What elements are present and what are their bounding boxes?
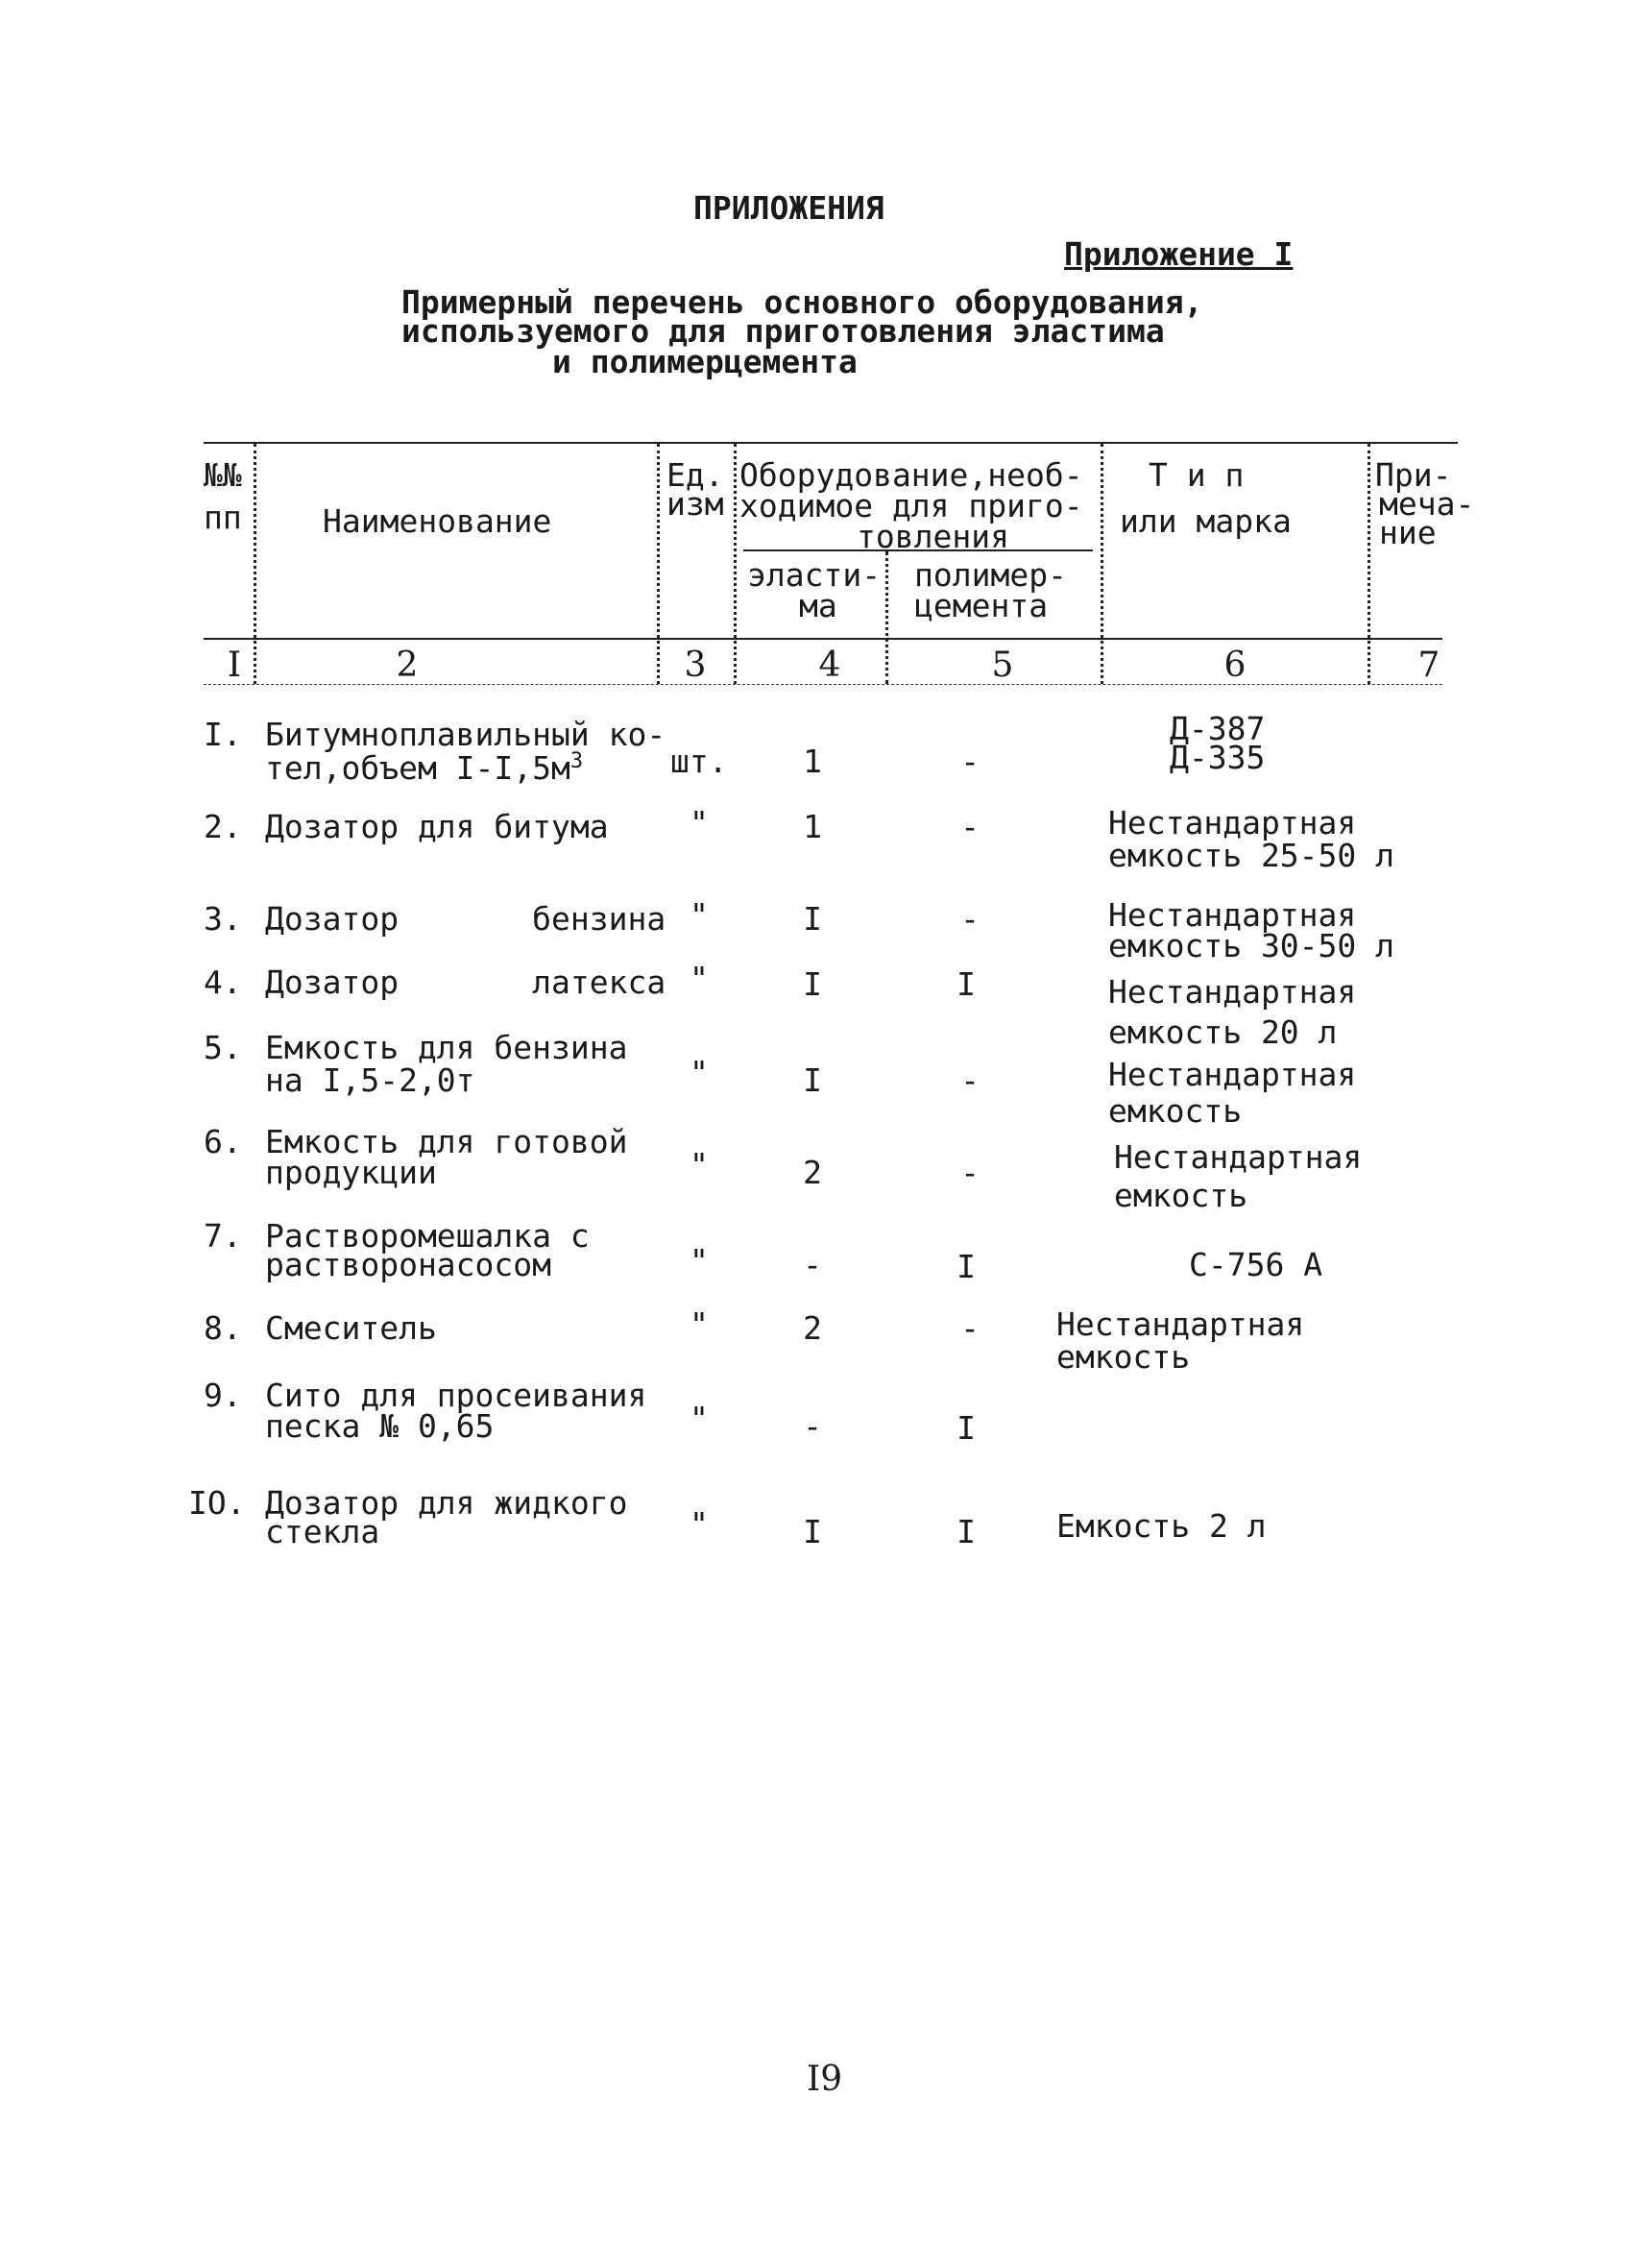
row-type-line-1: Нестандартная [1056, 1305, 1305, 1343]
row-elastim: I [803, 1513, 822, 1550]
row-name-line-1: Емкость для бензина [265, 1029, 628, 1066]
row-unit: шт. [670, 743, 728, 780]
appendix-label: Приложение I [1064, 235, 1294, 273]
row-number: 5. [204, 1029, 242, 1066]
header-type-2: или марка [1120, 502, 1292, 540]
section-title: ПРИЛОЖЕНИЯ [693, 189, 884, 227]
header-equipment-3: товления [857, 518, 1009, 555]
row-number: I. [204, 716, 242, 753]
row-name-line-2: на I,5-2,0т [265, 1061, 475, 1099]
doc-title-line-2: используемого для приготовления эластима [401, 312, 1165, 350]
row-unit: " [690, 1400, 709, 1437]
row-elastim: - [803, 1246, 822, 1283]
row-name-line-2: продукции [265, 1154, 437, 1191]
row-elastim: 2 [803, 1309, 822, 1347]
header-num-1: №№ [204, 456, 242, 494]
col-number: 4 [818, 646, 841, 685]
row-name-line-1: Дозатор бензина [265, 900, 666, 938]
row-type-line-1: Нестандартная [1108, 973, 1357, 1011]
row-polymer: - [960, 808, 980, 845]
row-name-line-1: Дозатор для битума [265, 808, 609, 845]
row-name-line-2: песка № 0,65 [265, 1407, 495, 1445]
divider-type-note [1368, 444, 1370, 684]
page-number: I9 [807, 2060, 843, 2099]
row-polymer: - [960, 743, 980, 780]
row-name-line-1: Дозатор для жидкого [265, 1484, 628, 1522]
header-name: Наименование [323, 502, 552, 540]
row-type-line-2: емкость [1056, 1338, 1191, 1376]
row-elastim: - [803, 1407, 822, 1445]
row-type-line-2: емкость 25-50 л [1108, 837, 1395, 874]
row-name-line-1: Емкость для готовой [265, 1123, 628, 1160]
row-type-line-2: емкость [1114, 1177, 1248, 1214]
divider-unit-equipment [734, 444, 737, 684]
header-unit-2: изм [666, 485, 724, 523]
row-type-line-1: Нестандартная [1114, 1138, 1363, 1176]
col-number: 5 [991, 646, 1014, 685]
row-name-line-2: тел,объем I-I,5м [265, 749, 570, 787]
row-name-line-1: Сито для просеивания [265, 1377, 647, 1414]
row-number: 2. [204, 808, 242, 845]
row-type-line-2: емкость 30-50 л [1108, 927, 1395, 964]
doc-title-line-3: и полимерцемента [552, 343, 858, 380]
row-unit: " [690, 1505, 709, 1543]
row-polymer: I [956, 1409, 976, 1447]
header-note-1: При- [1375, 456, 1452, 494]
row-unit: " [690, 896, 709, 934]
row-number: 4. [204, 963, 242, 1001]
header-num-2: пп [204, 499, 242, 536]
divider-num-name [254, 444, 256, 684]
row-number: IO. [188, 1484, 246, 1522]
header-elastim-1: эласти- [747, 556, 882, 594]
divider-name-unit [657, 444, 660, 684]
divider-elastim-polymer [885, 551, 888, 684]
row-elastim: I [803, 900, 822, 938]
row-polymer: - [960, 900, 980, 938]
header-polymer-1: полимер- [914, 556, 1067, 594]
header-equipment-1: Оборудование,необ- [739, 456, 1083, 494]
row-type-line-2: емкость [1108, 1092, 1243, 1130]
col-number: I [227, 646, 242, 685]
row-polymer: - [960, 1154, 980, 1191]
row-polymer: I [956, 1513, 976, 1550]
row-number: 8. [204, 1309, 242, 1347]
doc-title-line-1: Примерный перечень основного оборудования, [401, 283, 1203, 321]
row-type-line-1: Нестандартная [1108, 804, 1357, 841]
row-unit: " [690, 804, 709, 841]
row-type-line-1: Емкость 2 л [1056, 1507, 1267, 1545]
col-number: 3 [684, 646, 707, 685]
col-number: 6 [1223, 646, 1247, 685]
row-unit: " [690, 960, 709, 997]
table-top-rule [204, 442, 1458, 444]
row-elastim: 1 [803, 743, 822, 780]
row-elastim: 2 [803, 1154, 822, 1191]
header-polymer-2: цемента [914, 587, 1049, 624]
row-type-line-2: Д-335 [1170, 739, 1266, 776]
row-name-line-1: Дозатор латекса [265, 963, 666, 1001]
row-elastim: I [803, 965, 822, 1003]
header-note-2: меча- [1379, 485, 1475, 523]
row-type-line-2: емкость 20 л [1108, 1013, 1338, 1051]
row-name-line-2: растворонасосом [265, 1246, 552, 1283]
row-unit: " [690, 1054, 709, 1091]
row-number: 3. [204, 900, 242, 938]
row-name-superscript: 3 [569, 749, 584, 773]
header-unit-1: Ед. [666, 456, 724, 494]
row-type-line-1: С-756 А [1189, 1246, 1323, 1283]
row-name-line-2: стекла [265, 1513, 380, 1550]
row-unit: " [690, 1305, 709, 1343]
row-unit: " [690, 1242, 709, 1280]
row-type-line-1: Нестандартная [1108, 1056, 1357, 1093]
row-polymer: - [960, 1309, 980, 1347]
col-number: 2 [396, 646, 419, 685]
row-elastim: I [803, 1061, 822, 1099]
row-elastim: 1 [803, 808, 822, 845]
row-number: 7. [204, 1217, 242, 1255]
row-name-line-1: Смеситель [265, 1309, 437, 1347]
header-equipment-2: ходимое для приго- [739, 487, 1083, 524]
header-type-1: Т и п [1149, 456, 1245, 494]
header-note-3: ние [1379, 514, 1437, 551]
col-number: 7 [1417, 646, 1440, 685]
row-number: 6. [204, 1123, 242, 1160]
row-name-line-1: Битумноплавильный ко- [265, 716, 666, 753]
divider-equipment-type [1101, 444, 1103, 684]
row-polymer: I [956, 965, 976, 1003]
row-polymer: - [960, 1061, 980, 1099]
row-unit: " [690, 1146, 709, 1183]
row-number: 9. [204, 1377, 242, 1414]
row-name-line-1: Растворомешалка с [265, 1217, 590, 1255]
row-type-line-1: Нестандартная [1108, 896, 1357, 934]
header-elastim-2: ма [799, 587, 837, 624]
header-bottom-rule [204, 638, 1442, 640]
row-polymer: I [956, 1248, 976, 1285]
row-type-line-1: Д-387 [1170, 710, 1266, 747]
